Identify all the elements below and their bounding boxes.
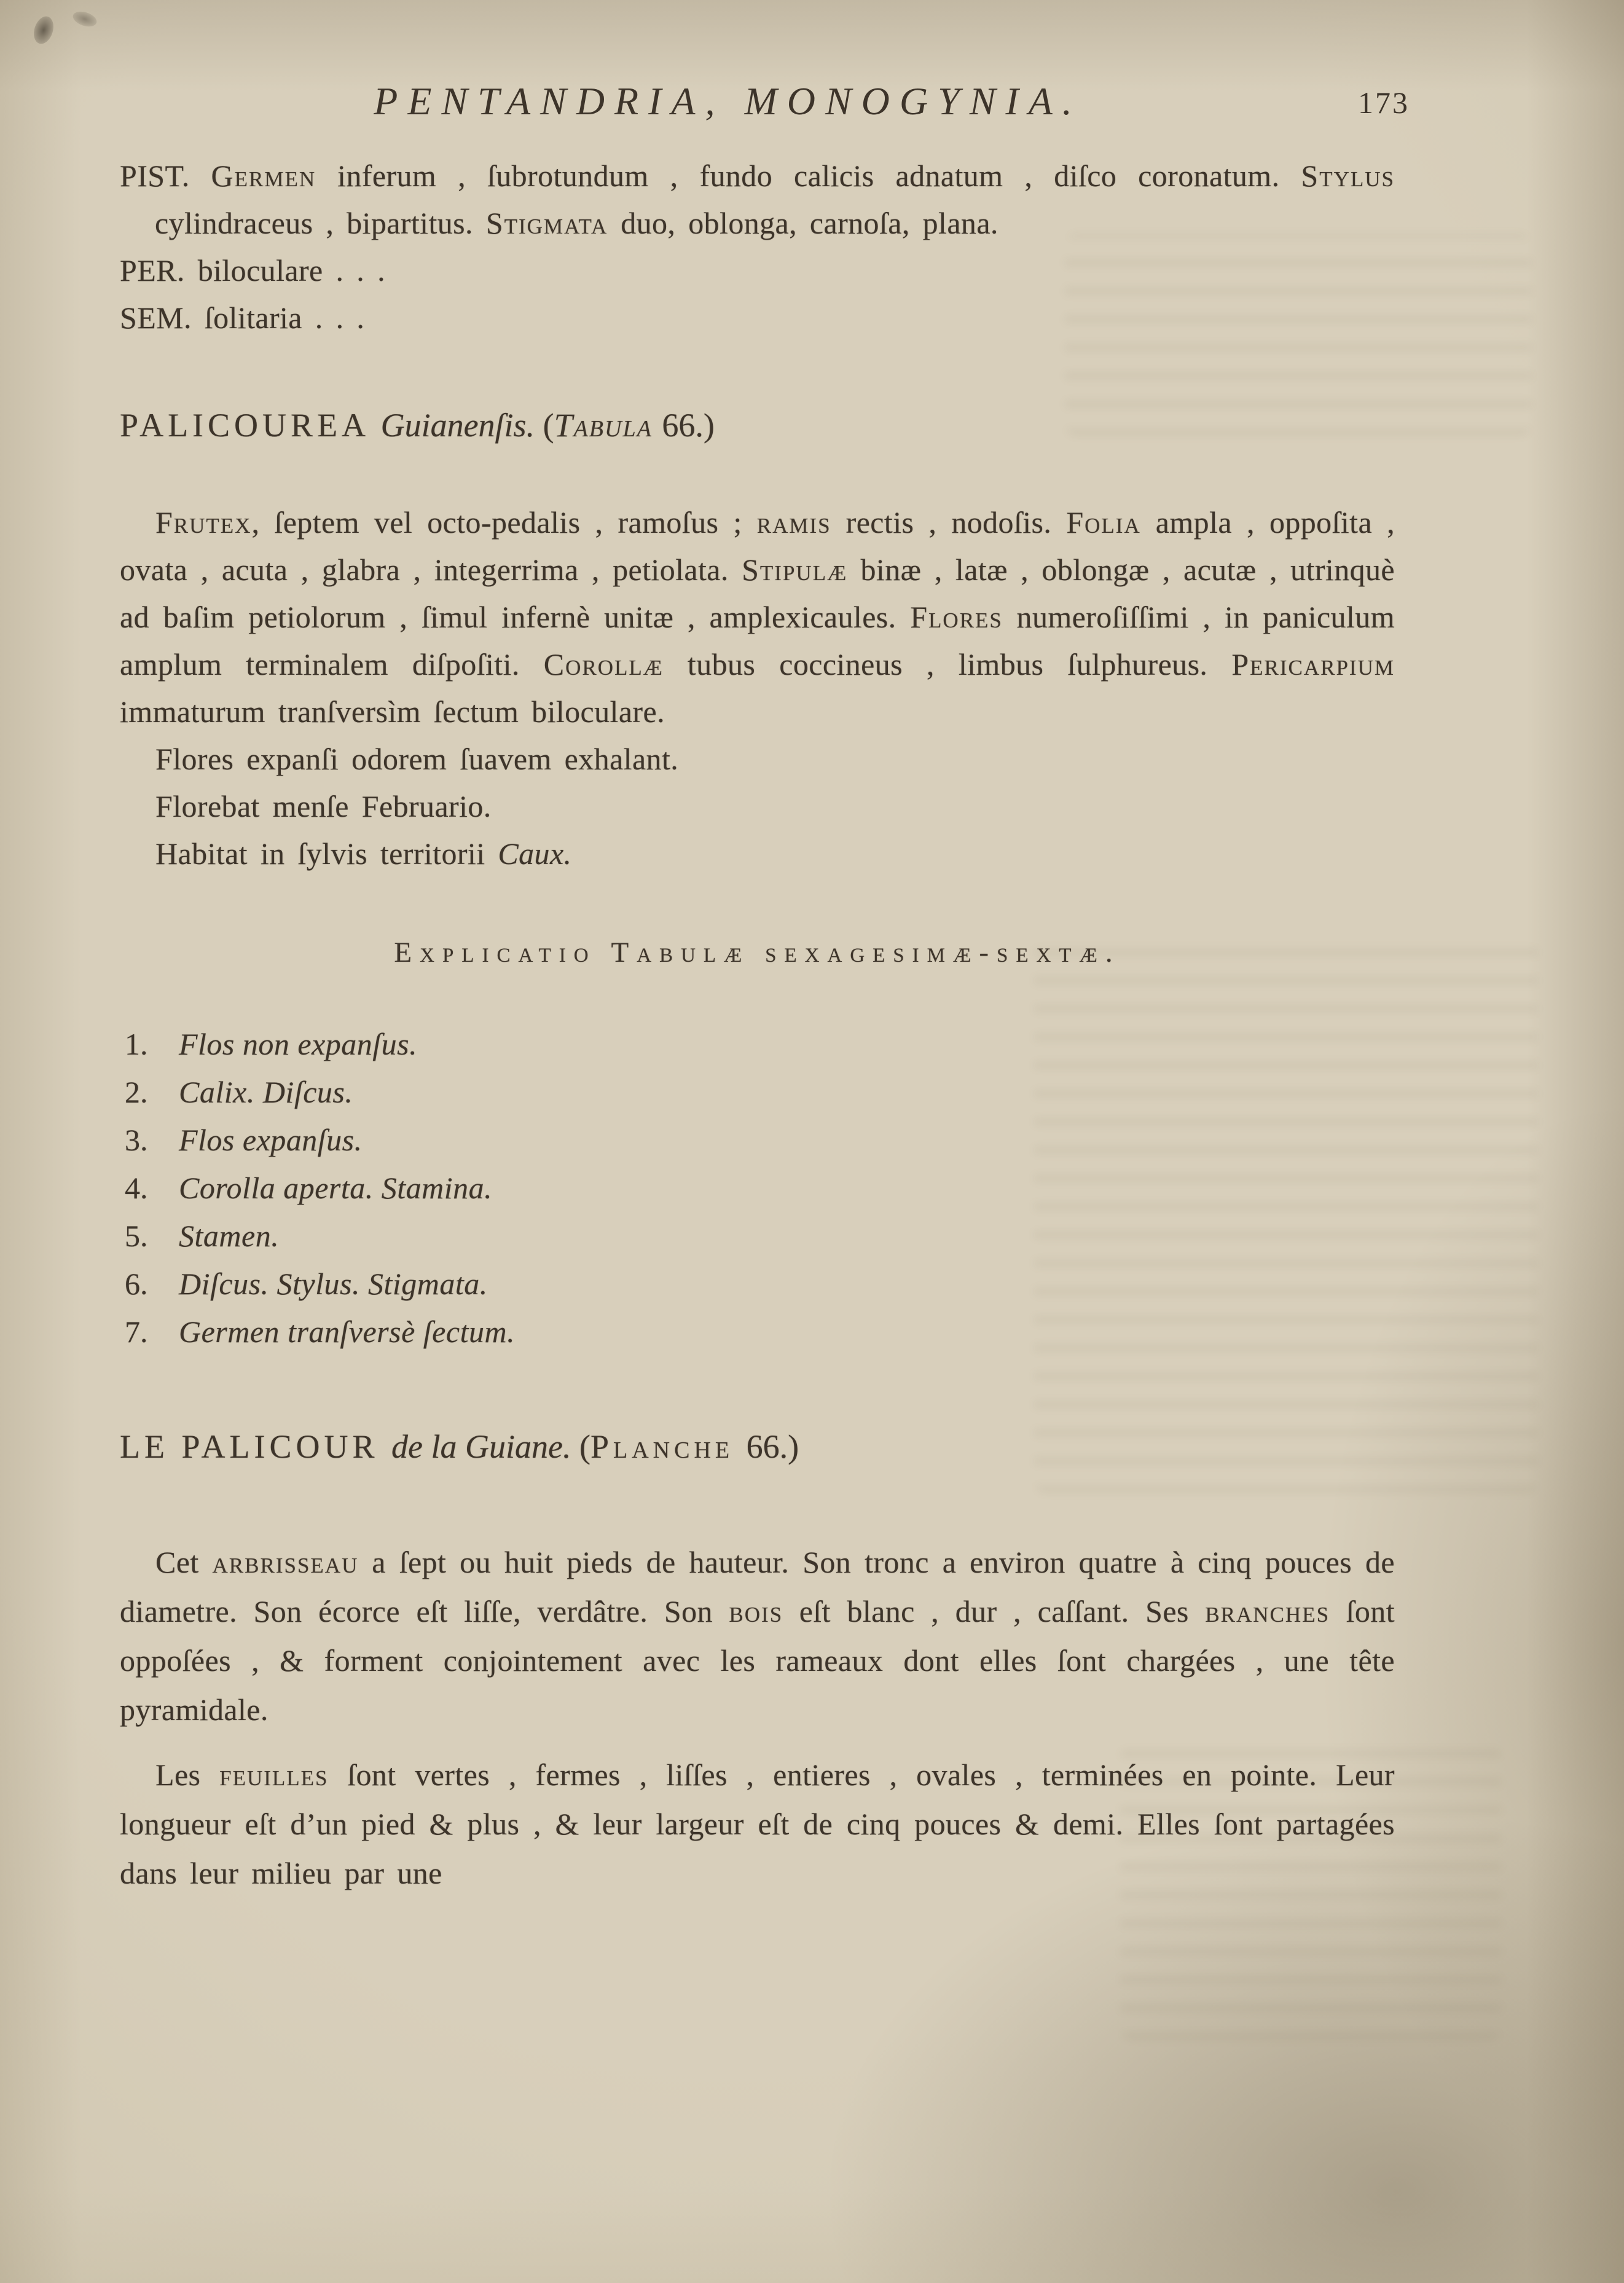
pistil-description <box>120 152 1395 247</box>
list-item-text: Flos non expanſus. <box>179 1027 418 1061</box>
observation-line-flowers <box>120 736 1395 783</box>
text-segment: Stigmata <box>485 206 608 240</box>
text-segment: arbrisseau <box>212 1545 359 1579</box>
text-segment: Cet <box>155 1545 213 1579</box>
text-segment: immaturum tranſversìm ſectum biloculare. <box>120 694 665 729</box>
text-segment: LE PALICOUR <box>120 1428 392 1465</box>
list-item-text: Calix. Diſcus. <box>179 1075 353 1109</box>
list-item-number: 4. <box>125 1171 148 1205</box>
list-item <box>125 1068 1395 1116</box>
running-title: PENTANDRIA, MONOGYNIA. <box>374 79 1082 123</box>
list-item-number: 1. <box>125 1027 148 1061</box>
text-segment: Corollæ <box>543 647 664 682</box>
list-item-text: Germen tranſversè ſectum. <box>179 1314 516 1349</box>
text-segment: bois <box>729 1594 783 1629</box>
list-item-text: Diſcus. Stylus. Stigmata. <box>179 1267 488 1301</box>
species-heading <box>120 403 1395 447</box>
list-item-number: 3. <box>125 1123 148 1157</box>
text-segment: SEM. ſolitaria . . . <box>120 301 365 335</box>
text-segment: ſont oppoſées , & forment conjointement avec les rameaux dont elles ſont chargées , une tête pyramidale. <box>120 1594 1395 1727</box>
text-segment: Tabula <box>554 407 662 444</box>
text-segment: branches <box>1205 1594 1330 1629</box>
text-segment: Flores expanſi odorem ſuavem exhalant. <box>155 742 679 776</box>
text-segment: Pericarpium <box>1231 647 1395 682</box>
text-segment: binæ , latæ , oblongæ , acutæ , utrinquè ad baſim petiolorum , ſimul infernè unitæ , amplexicaules. <box>120 552 1395 634</box>
text-segment: ramis <box>756 505 831 540</box>
text-column <box>120 79 1410 1898</box>
figure-list <box>120 1020 1395 1356</box>
text-segment: ampla , oppoſita , ovata , acuta , glabra , integerrima , petiolata. <box>120 505 1395 587</box>
text-segment: duo, oblonga, carnoſa, plana. <box>608 206 998 240</box>
text-segment: ( <box>543 407 554 444</box>
list-item-text: Corolla aperta. Stamina. <box>179 1171 493 1205</box>
list-item <box>125 1308 1395 1356</box>
observation-line-habitat <box>120 830 1395 878</box>
page-number: 173 <box>1358 85 1410 120</box>
text-segment: rectis , nodoſis. <box>831 505 1067 540</box>
text-segment: Explicatio Tabulæ sexagesimæ-sextæ. <box>394 937 1121 969</box>
ink-speck <box>31 14 57 46</box>
list-item-number: 5. <box>125 1219 148 1253</box>
text-segment: , ſeptem vel octo-pedalis , ramoſus ; <box>251 505 757 540</box>
list-item-number: 6. <box>125 1267 148 1301</box>
text-segment: Flores <box>910 600 1003 634</box>
list-item-text: Flos expanſus. <box>179 1123 363 1157</box>
french-species-heading <box>120 1424 1395 1469</box>
text-segment: PALICOUREA <box>120 407 381 444</box>
text-segment: eſt blanc , dur , caſſant. Ses <box>783 1594 1206 1629</box>
list-item-number: 2. <box>125 1075 148 1109</box>
text-segment: PER. biloculare . . . <box>120 253 386 288</box>
list-item <box>125 1164 1395 1212</box>
text-segment: Habitat in ſylvis territorii <box>155 836 498 871</box>
text-segment: numeroſiſſimi , in paniculum amplum terminalem diſpoſiti. <box>120 600 1395 682</box>
list-item <box>125 1260 1395 1308</box>
latin-description <box>120 499 1395 736</box>
seed-line <box>120 294 1395 342</box>
text-segment: feuilles <box>219 1758 329 1792</box>
list-item <box>125 1212 1395 1260</box>
text-segment: Folia <box>1066 505 1141 540</box>
list-item <box>125 1020 1395 1068</box>
text-segment: Guianenſis. <box>380 407 543 444</box>
text-segment: PIST. <box>120 159 211 193</box>
text-segment: 66.) <box>746 1428 799 1465</box>
text-segment: Frutex <box>155 505 252 540</box>
text-segment: ſont vertes , fermes , liſſes , entieres , ovales , terminées en pointe. Leur longueur eſt d’un pied & plus , & leur largeur eſt de cinq pouces & demi. Elles ſont partagées dans leur milieu par une <box>120 1758 1395 1890</box>
text-segment: Germen <box>211 159 316 193</box>
text-segment: Florebat menſe Februario. <box>155 789 492 823</box>
plate-explanation-heading <box>120 934 1395 971</box>
text-segment: Stylus <box>1301 159 1395 193</box>
text-segment: Planche <box>590 1428 747 1465</box>
text-segment: Stipulæ <box>742 552 848 587</box>
text-segment: de la Guiane. <box>391 1428 579 1465</box>
text-segment: cylindraceus , bipartitus. <box>155 206 486 240</box>
french-paragraph-1 <box>120 1538 1395 1734</box>
text-segment: Caux. <box>498 836 572 871</box>
french-paragraph-2 <box>120 1750 1395 1898</box>
list-item-text: Stamen. <box>179 1219 280 1253</box>
observation-line-flowering <box>120 783 1395 830</box>
text-segment: ( <box>579 1428 590 1465</box>
text-segment: 66.) <box>662 407 715 444</box>
text-segment: inferum , ſubrotundum , fundo calicis adnatum , diſco coronatum. <box>316 159 1301 193</box>
page-header <box>120 79 1410 130</box>
text-segment: tubus coccineus , limbus ſulphureus. <box>663 647 1232 682</box>
ink-speck <box>71 9 99 29</box>
list-item <box>125 1116 1395 1164</box>
text-segment: Les <box>155 1758 220 1792</box>
text-segment: a ſept ou huit pieds de hauteur. Son tronc a environ quatre à cinq pouces de diametre. Son écorce eſt liſſe, verdâtre. Son <box>120 1545 1395 1629</box>
list-item-number: 7. <box>125 1314 148 1349</box>
pericarp-line <box>120 247 1395 294</box>
